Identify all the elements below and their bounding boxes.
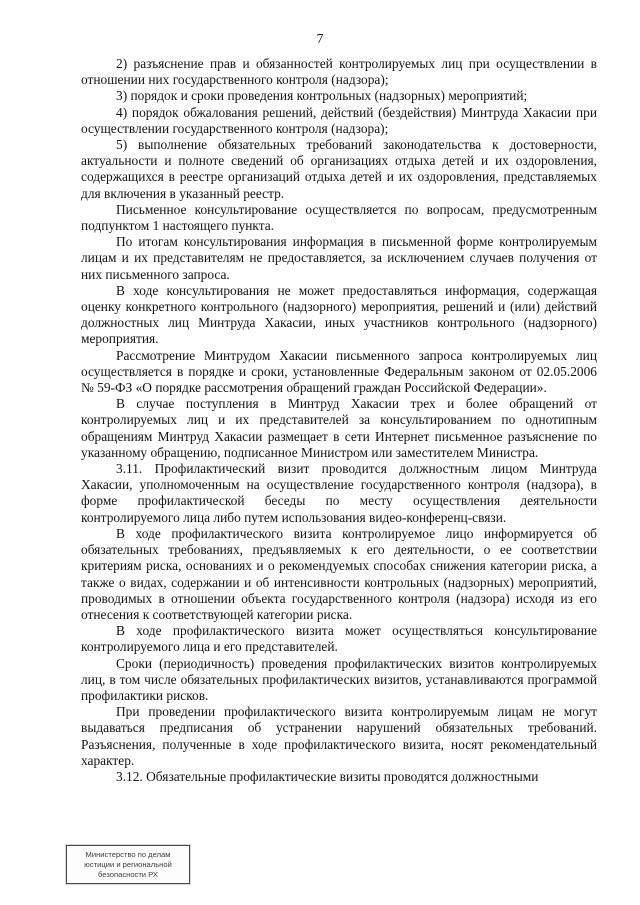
paragraph-written-consulting: Письменное консультирование осуществляется по вопросам, предусмотренным подпунктом 1 настоящего пункта. — [81, 201, 597, 234]
paragraph-visit-information: В ходе профилактического визита контролируемое лицо информируется об обязательных требованиях, предъявляемых к его деятельности, о ее соответствии критериям риска, основаниях и о рекомендуемых способах снижения категории риска, а также о видах, содержании и об интенсивности контрольных (надзорных) мероприятий, проводимых в отношении объекта государственного контроля (надзора) исходя из его отнесения к соответствующей категории риска. — [81, 525, 597, 622]
stamp-line-2: юстиции и региональной — [84, 860, 172, 869]
paragraph-consulting-results: По итогам консультирования информация в письменной форме контролируемым лицам и их представителям не предоставляется, за исключением случаев получения от них письменного запроса. — [81, 234, 597, 282]
ministry-stamp — [66, 845, 190, 884]
document-body — [81, 56, 597, 785]
paragraph-subitem-2: 2) разъяснение прав и обязанностей контролируемых лиц при осуществлении в отношении них государственного контроля (надзора); — [81, 56, 597, 88]
paragraph-subitem-4: 4) порядок обжалования решений, действий (бездействия) Минтруда Хакасии при осуществлении государственного контроля (надзора); — [81, 104, 597, 136]
paragraph-subitem-3: 3) порядок и сроки проведения контрольных (надзорных) мероприятий; — [116, 88, 528, 104]
paragraph-request-review: Рассмотрение Минтрудом Хакасии письменного запроса контролируемых лиц осуществляется в порядке и сроки, установленные Федеральным законом от 02.05.2006 № 59-ФЗ «О порядке рассмотрения обращений граждан Российской Федерации». — [81, 347, 597, 396]
paragraph-subitem-5: 5) выполнение обязательных требований законодательства к достоверности, актуальности и полноте сведений об организациях отдыха детей и их оздоровления, содержащихся в реестре организаций отдыха детей и их оздоровления, представляемых для включения в указанный реестр. — [81, 137, 597, 201]
stamp-line-3: безопасности РХ — [98, 870, 158, 879]
paragraph-consulting-restrictions: В ходе консультирования не может предоставляться информация, содержащая оценку конкретного контрольного (надзорного) мероприятия, решений и (или) действий должностных лиц Минтруда Хакасии, иных участников контрольного (надзорного) мероприятия. — [81, 282, 597, 347]
paragraph-3-11: 3.11. Профилактический визит проводится должностным лицом Минтруда Хакасии, уполномоченным на осуществление государственного контроля (надзора), в форме профилактической беседы по месту осуществления деятельности контролируемого лица либо путем использования видео-конференц-связи. — [81, 461, 597, 525]
paragraph-visit-schedule: Сроки (периодичность) проведения профилактических визитов контролируемых лиц, в том числе обязательных профилактических визитов, устанавливаются программой профилактики рисков. — [81, 655, 597, 703]
paragraph-3-12: 3.12. Обязательные профилактические визиты проводятся должностными — [116, 768, 539, 784]
paragraph-similar-requests: В случае поступления в Минтруд Хакасии трех и более обращений от контролируемых лиц и их представителей за консультированием по однотипным обращениям Минтруд Хакасии размещает в сети Интернет письменное разъяснение по указанному обращению, подписанное Министром или заместителем Министра. — [81, 396, 597, 460]
paragraph-visit-consulting: В ходе профилактического визита может осуществляться консультирование контролируемого лица и его представителей. — [81, 623, 597, 655]
stamp-line-1: Министерство по делам — [85, 850, 171, 859]
paragraph-visit-no-orders: При проведении профилактического визита контролируемым лицам не могут выдаваться предписания об устранении нарушений обязательных требований. Разъяснения, полученные в ходе профилактического визита, носят рекомендательный характер. — [81, 704, 597, 768]
page-number: 7 — [316, 31, 324, 46]
